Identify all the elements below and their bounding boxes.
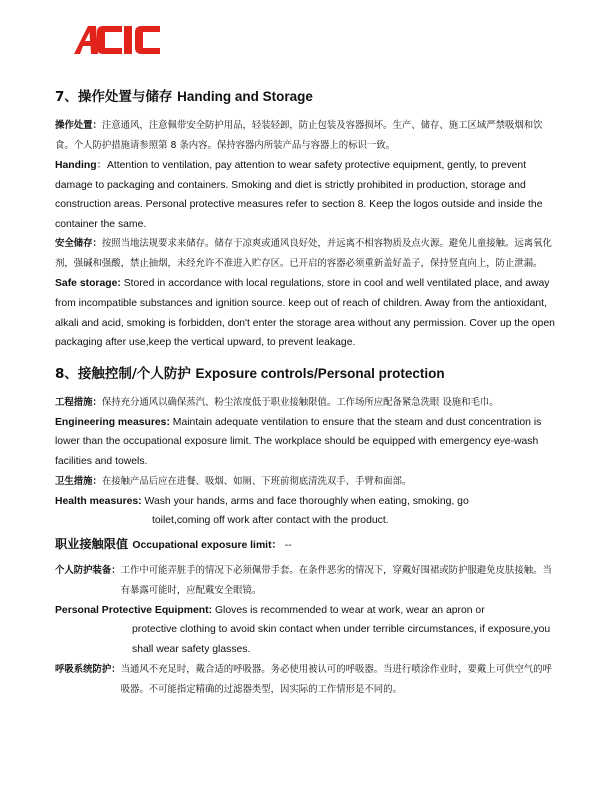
- engineering-cn-text: 保持充分通风以确保蒸汽、粉尘浓度低于职业接触限值。工作场所应配备紧急洗眼 设施和毛巾。: [101, 396, 499, 408]
- health-en-text-2: toilet,coming off work after contact with the product.: [152, 515, 389, 527]
- section-7-title-cn: 7、操作处置与储存: [55, 89, 178, 105]
- engineering-cn-paragraph: [55, 393, 560, 413]
- section-8-title: [55, 365, 560, 383]
- exposure-limit-cn: 职业接触限值: [55, 536, 133, 551]
- handling-cn-label: 操作处置：: [55, 120, 102, 131]
- health-cn-paragraph: [55, 472, 560, 492]
- ppe-en-paragraph: [55, 601, 560, 660]
- storage-cn-text: 按照当地法规要求来储存。储存于凉爽或通风良好处，并远离不相容物质及点火源。避免儿童接触。远离氧化剂，强碱和强酸，禁止抽烟，未经允许不准进入贮存区。已开启的容器必须重新盖好盖子，保持竖直向上，防止泄漏。: [55, 238, 552, 270]
- engineering-en-label: Engineering measures:: [55, 416, 170, 428]
- health-cn-label: 卫生措施：: [55, 475, 102, 487]
- ppe-en-text-2: protective clothing to avoid skin contact when under terrible circumstances, if exposure,you shall wear safety glasses.: [132, 624, 551, 655]
- storage-cn-label: 安全储存：: [55, 238, 102, 250]
- engineering-en-paragraph: [55, 413, 560, 472]
- handling-en-paragraph: [55, 156, 560, 234]
- exposure-limit-value: --: [281, 539, 292, 551]
- ppe-cn-paragraph: [55, 561, 560, 601]
- section-8-title-en: Exposure controls/Personal protection: [195, 365, 445, 381]
- handling-en-label: Handing: [55, 160, 97, 171]
- health-en-text-1: Wash your hands, arms and face thoroughly when eating, smoking, go: [141, 495, 469, 507]
- ppe-cn-label: 个人防护装备：: [55, 564, 121, 576]
- handling-cn-paragraph: [55, 116, 560, 156]
- engineering-cn-label: 工程措施：: [55, 396, 102, 408]
- health-en-label: Health measures:: [55, 495, 142, 507]
- acic-logo: [72, 22, 164, 56]
- handling-en-text: ：Attention to ventilation, pay attention to wear safety protective equipment, gently, to prevent damage to packaging and containers. Smoking and diet is strictly prohibited in production, storage and construction areas. Personal protective measures refer to section 8. Keep the logos outside and inside the container the same.: [55, 160, 543, 230]
- section-7-title: [55, 88, 560, 106]
- storage-en-text: Stored in accordance with local regulations, store in cool and well ventilated place, and away from incompatible substances and ignition source. keep out of reach of children. Away from the antioxidant, alkali and acid, smoking is forbidden, don't enter the storage area without any permission. Cover up the open packaging after use,keep the vertical upward, to prevent leakage.: [55, 278, 555, 349]
- storage-cn-paragraph: [55, 234, 560, 274]
- ppe-en-label: Personal Protective Equipment:: [55, 604, 213, 616]
- ppe-cn-text: 工作中可能弄脏手的情况下必须佩带手套。在条件恶劣的情况下，穿戴好围裙或防护服避免皮肤接触。当有暴露可能时，应配戴安全眼镜。: [120, 564, 552, 596]
- exposure-limit-line: [55, 535, 560, 555]
- health-cn-text: 在接触产品后应在进餐、吸烟、如厕、下班前彻底清洗双手、手臂和面部。: [101, 475, 412, 487]
- health-en-paragraph: [55, 492, 560, 531]
- storage-en-paragraph: [55, 274, 560, 352]
- storage-en-label: Safe storage:: [55, 278, 121, 290]
- respiratory-cn-paragraph: [55, 660, 560, 700]
- respiratory-cn-label: 呼吸系统防护：: [55, 663, 121, 675]
- section-8-title-cn: 8、接触控制/个人防护: [55, 365, 196, 382]
- exposure-limit-en: Occupational exposure limit：: [132, 539, 282, 551]
- engineering-en-text: Maintain adequate ventilation to ensure that the steam and dust concentration is lower than the occupational exposure limit. The workplace should be equipped with emergency eye-wash facilities and towels.: [55, 416, 542, 467]
- document-body: [55, 88, 560, 700]
- respiratory-cn-text: 当通风不充足时，戴合适的呼吸器。务必使用被认可的呼吸器。当进行喷涂作业时，要戴上可供空气的呼吸器。不可能指定精确的过滤器类型，因实际的工作情形是不同的。: [120, 663, 552, 695]
- ppe-en-text-1: Gloves is recommended to wear at work, wear an apron or: [212, 604, 485, 616]
- handling-cn-text: 注意通风，注意佩带安全防护用品，轻装轻卸，防止包装及容器损坏。生产、储存、施工区域严禁吸烟和饮食。个人防护措施请参照第 8 条内容。保持容器内所装产品与容器上的标识一致。: [55, 120, 543, 151]
- section-7-title-en: Handing and Storage: [177, 89, 313, 104]
